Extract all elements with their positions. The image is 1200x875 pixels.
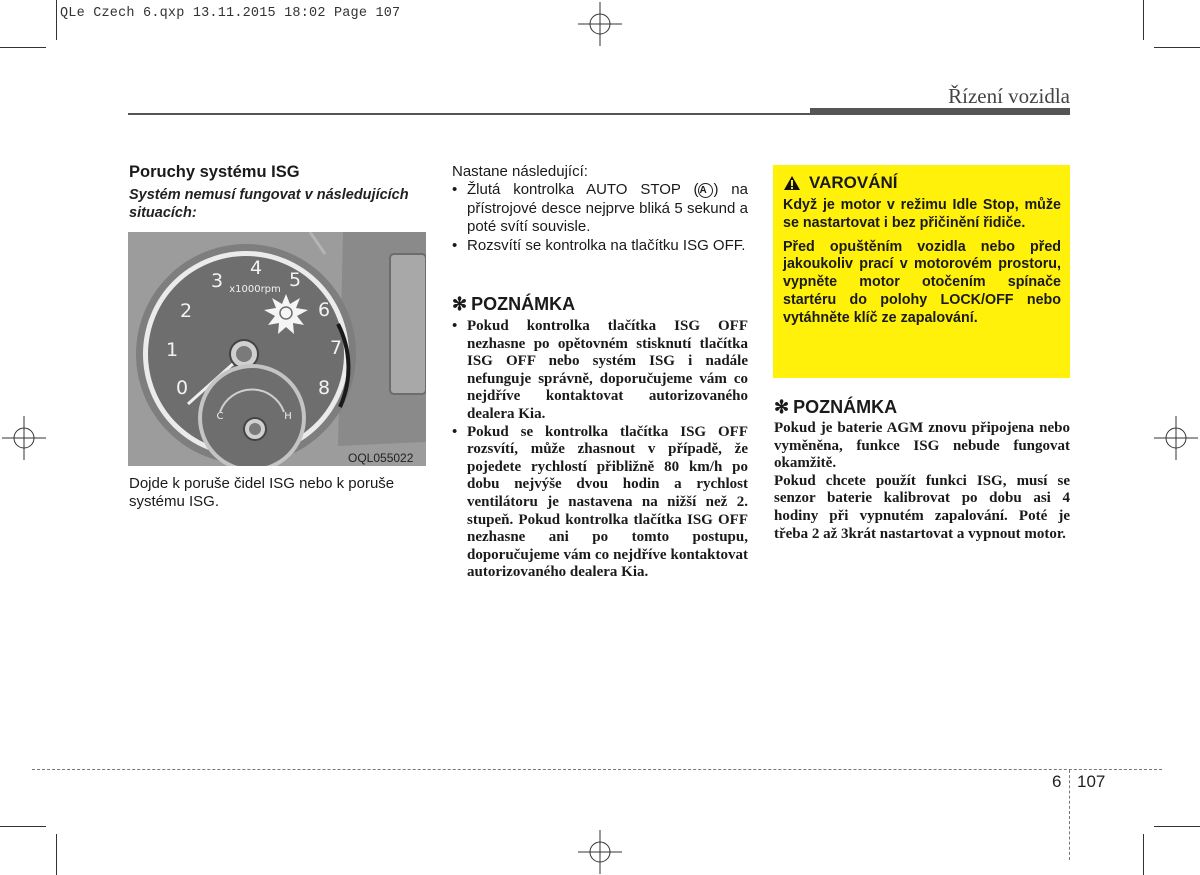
warning-box xyxy=(773,165,1070,378)
tach-number-8: 8 xyxy=(317,377,331,399)
list-item: • Pokud kontrolka tlačítka ISG OFF nezhasne po opětovném stisknutí tlačítka ISG OFF nebo systém ISG i nadále nefunguje správně, doporučujeme vám co nejdříve kontaktovat autorizovaného dealera Kia. xyxy=(452,318,748,424)
list-item: • Pokud se kontrolka tlačítka ISG OFF rozsvítí, může zhasnout v případě, že pojedete rychlostí přibližně 80 km/h po dobu nejvýše dvou hodin a rychlost ventilátoru je nastavena na nižší než 2. stupeň. Pokud kontrolka tlačítka ISG OFF nezhasne ani po tomto postupu, doporučujeme vám co nejdříve kontaktovat autorizovaného dealera Kia. xyxy=(452,424,748,582)
tach-number-0: 0 xyxy=(175,377,189,399)
footer-divider xyxy=(1069,770,1070,860)
instrument-cluster-figure xyxy=(128,232,426,466)
header-rule xyxy=(128,113,810,115)
figure-caption: OQL055022 xyxy=(348,451,414,465)
registration-mark-top xyxy=(578,2,622,46)
asterisk-icon: ✻ xyxy=(452,294,468,314)
tach-number-7: 7 xyxy=(329,337,343,359)
note-heading: ✻ POZNÁMKA xyxy=(452,294,576,314)
tach-number-5: 5 xyxy=(288,269,302,291)
registration-mark-left xyxy=(2,416,46,460)
gauge-c-label: C xyxy=(216,411,224,422)
note-text xyxy=(774,420,1070,543)
asterisk-icon: ✻ xyxy=(774,397,790,417)
page-number: 107 xyxy=(1077,772,1106,791)
tachometer-illustration xyxy=(128,232,426,466)
tach-number-2: 2 xyxy=(179,300,193,322)
warning-paragraph: Když je motor v režimu Idle Stop, může se nastartovat i bez přičinění řidiče. xyxy=(783,197,1061,231)
rpm-label: x1000rpm xyxy=(229,284,281,295)
warning-triangle-icon xyxy=(783,175,801,191)
consequence-list xyxy=(452,181,748,255)
note-paragraph: Pokud chcete použít funkci ISG, musí se senzor baterie kalibrovat po dobu asi 4 hodiny při vypnutém zapalování. Poté je třeba 2 až 3krát nastartovat a vypnout motor. xyxy=(774,472,1070,542)
gauge-h-label: H xyxy=(284,411,292,422)
list-item: • Žlutá kontrolka AUTO STOP (A ) na přístrojové desce nejprve bliká 5 sekund a poté svítí souvisle. xyxy=(452,181,748,237)
registration-mark-right xyxy=(1154,416,1198,460)
tach-number-3: 3 xyxy=(210,270,224,292)
chapter-number: 6 xyxy=(1052,772,1062,791)
registration-mark-bottom xyxy=(578,830,622,874)
list-item: • Rozsvítí se kontrolka na tlačítku ISG OFF. xyxy=(452,237,748,256)
tach-number-4: 4 xyxy=(249,257,263,279)
chapter-title: Řízení vozidla xyxy=(948,84,1070,108)
footer-rule xyxy=(32,769,1162,770)
body-text: Dojde k poruše čidel ISG nebo k poruše systému ISG. xyxy=(129,475,395,510)
note-list xyxy=(452,318,748,582)
note-paragraph: Pokud je baterie AGM znovu připojena nebo vyměněna, funkce ISG nebude fungovat okamžitě. xyxy=(774,420,1070,472)
tach-number-1: 1 xyxy=(165,339,179,361)
header-rule-thick xyxy=(810,108,1070,115)
intro-text: Nastane následující: xyxy=(452,163,588,180)
tach-number-6: 6 xyxy=(317,299,331,321)
warning-title: VAROVÁNÍ xyxy=(783,173,1061,193)
warning-paragraph: Před opuštěním vozidla nebo před jakoukoliv prací v motorovém prostoru, vypněte motor otočením spínače startéru do polohy LOCK/OFF nebo vytáhněte klíč ze zapalování. xyxy=(783,238,1061,326)
auto-stop-icon: A xyxy=(698,183,713,198)
section-subheading: Systém nemusí fungovat v následujících situacích: xyxy=(129,187,409,221)
note-heading: ✻ POZNÁMKA xyxy=(774,397,898,417)
print-slug: QLe Czech 6.qxp 13.11.2015 18:02 Page 107 xyxy=(60,6,401,21)
section-heading: Poruchy systému ISG xyxy=(129,163,300,181)
